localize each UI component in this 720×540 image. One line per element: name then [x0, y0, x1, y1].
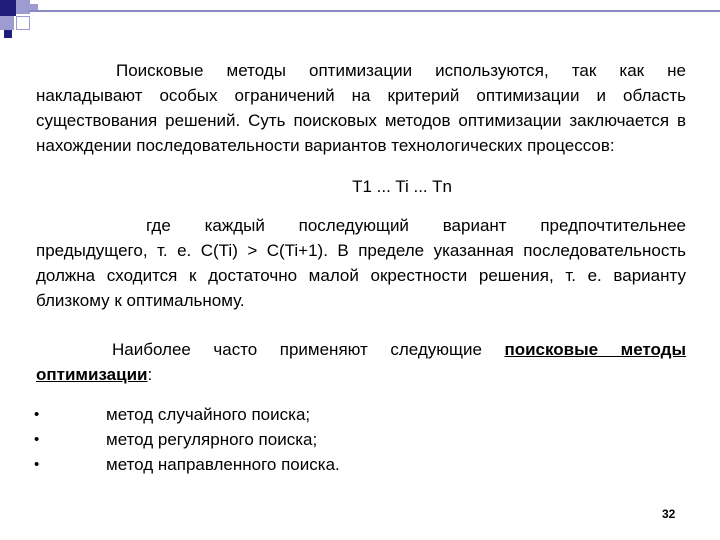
- decor-square-dark: [0, 0, 16, 16]
- list-item-text: метод случайного поиска;: [106, 405, 311, 424]
- methods-list: [36, 402, 686, 477]
- list-item: [36, 402, 686, 427]
- methods-intro-text: Наиболее часто применяют следующие: [112, 340, 505, 359]
- list-item: [36, 452, 686, 477]
- slide-body: [36, 58, 686, 477]
- decor-square-small: [4, 30, 12, 38]
- page-number: 32: [662, 507, 676, 521]
- methods-emphasis: поисковые методы оптимизации: [36, 340, 686, 384]
- bullet-icon: •: [34, 456, 40, 473]
- header-divider-line: [28, 10, 720, 12]
- sequence-formula: T1 ... Ti ... Tn: [352, 177, 452, 196]
- list-item-text: метод регулярного поиска;: [106, 430, 318, 449]
- decor-square-light: [0, 16, 14, 30]
- methods-intro-colon: :: [147, 365, 153, 384]
- decor-square-white: [16, 16, 30, 30]
- intro-paragraph: Поисковые методы оптимизации используются, так как не накладывают особых ограничений на критерий оптимизации и область существования решений. Суть поисковых методов оптимизации заключается в нахождении последовательности вариантов технологических процессов:: [36, 61, 686, 155]
- bullet-icon: •: [34, 431, 40, 448]
- methods-intro-paragraph: [36, 337, 686, 387]
- bullet-icon: •: [34, 406, 40, 423]
- list-item: [36, 427, 686, 452]
- list-item-text: метод направленного поиска.: [106, 455, 340, 474]
- explanation-paragraph: где каждый последующий вариант предпочтительнее предыдущего, т. е. C(Ti) > C(Ti+1). В пределе указанная последовательность должна сходится к достаточно малой окрестности решения, т. е. варианту близкому к оптимальному.: [36, 216, 686, 310]
